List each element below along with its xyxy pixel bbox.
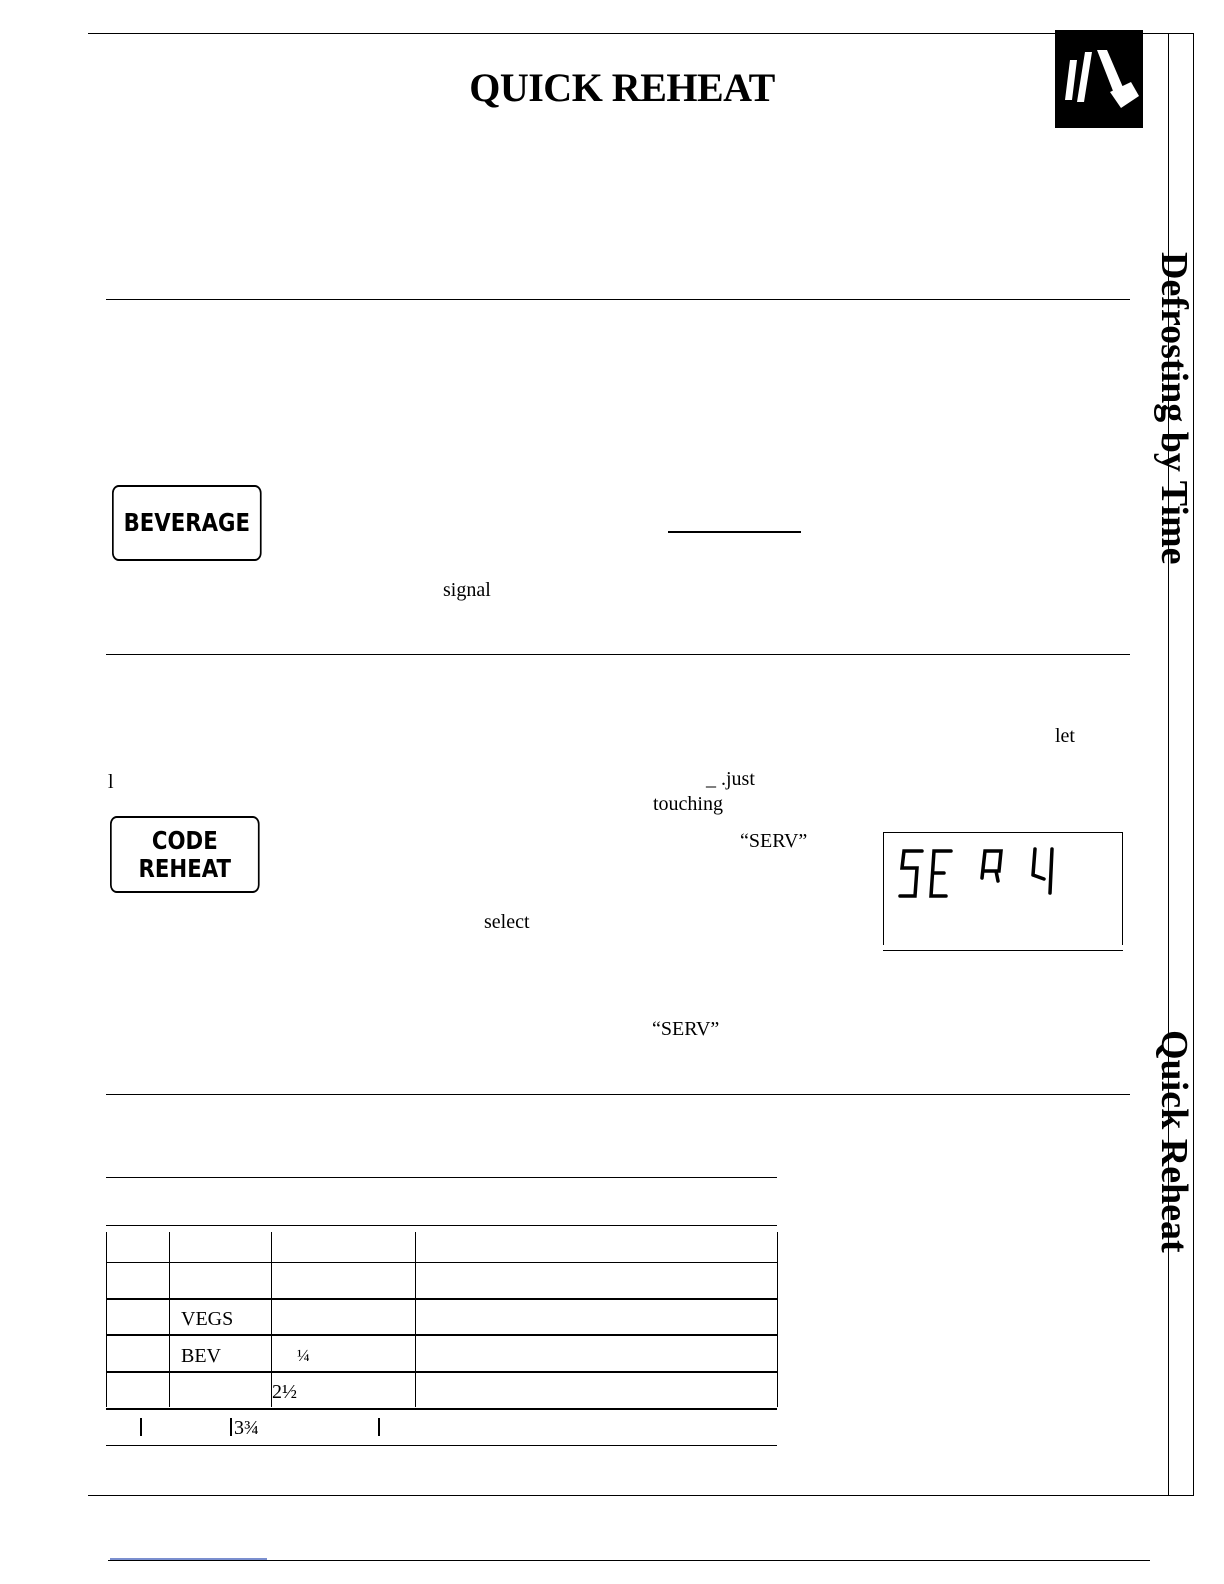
hand-touch-icon — [1055, 30, 1143, 128]
code-reheat-text-serv-1: “SERV” — [740, 830, 808, 852]
page-title: QUICK REHEAT — [469, 65, 775, 110]
last-row-bar-2 — [230, 1418, 232, 1436]
section-divider-2 — [106, 654, 1130, 655]
display-underline — [883, 950, 1123, 951]
table-rule-5 — [106, 1371, 777, 1373]
side-tab-defrosting: Defrosting by Time — [1153, 252, 1195, 565]
code-reheat-text-let: let — [1055, 725, 1075, 747]
table-cell-vegs: VEGS — [181, 1308, 234, 1330]
beverage-button[interactable] — [112, 485, 262, 561]
code-reheat-text-just: _ .just — [706, 768, 755, 790]
table-cell-two-half: 2½ — [272, 1381, 297, 1403]
code-reheat-text-touching: touching — [653, 793, 723, 815]
footer-link-underline — [110, 1558, 267, 1560]
table-col-rule-1 — [169, 1232, 170, 1407]
last-row-bar-1 — [140, 1418, 142, 1436]
code-reheat-text-select: select — [484, 911, 530, 933]
code-reheat-button-line1: CODE — [151, 825, 218, 855]
section-divider-1 — [106, 299, 1130, 300]
code-reheat-button[interactable] — [110, 816, 260, 893]
code-reheat-text-l: l — [108, 771, 114, 793]
table-col-rule-4 — [777, 1232, 778, 1407]
code-reheat-text-serv-2: “SERV” — [652, 1018, 720, 1040]
display-readout-serv — [884, 833, 1122, 945]
table-rule-3 — [106, 1298, 777, 1300]
table-cell-bev: BEV — [181, 1345, 221, 1367]
table-rule-6 — [106, 1408, 777, 1410]
section-divider-3 — [106, 1094, 1130, 1095]
beverage-text-signal: signal — [443, 579, 491, 601]
footer-rule — [108, 1560, 1150, 1561]
table-rule-4 — [106, 1334, 777, 1336]
oven-display — [883, 832, 1123, 945]
last-row-bar-3 — [378, 1418, 380, 1436]
table-cell-three-quarter: 3¾ — [234, 1417, 259, 1439]
side-tab-quick-reheat: Quick Reheat — [1153, 1030, 1195, 1253]
bottom-rule — [88, 1495, 1194, 1496]
table-rule-1 — [106, 1225, 777, 1226]
table-col-rule-3 — [415, 1232, 416, 1407]
beverage-underline — [668, 531, 801, 533]
code-reheat-button-line2: REHEAT — [138, 853, 232, 883]
table-top-rule — [106, 1177, 777, 1178]
table-col-rule-0 — [106, 1232, 107, 1407]
table-rule-7 — [106, 1445, 777, 1446]
beverage-button-label: BEVERAGE — [123, 508, 251, 537]
top-rule — [88, 33, 1194, 34]
table-rule-2 — [106, 1262, 777, 1263]
table-cell-quarter: ¼ — [297, 1346, 310, 1365]
